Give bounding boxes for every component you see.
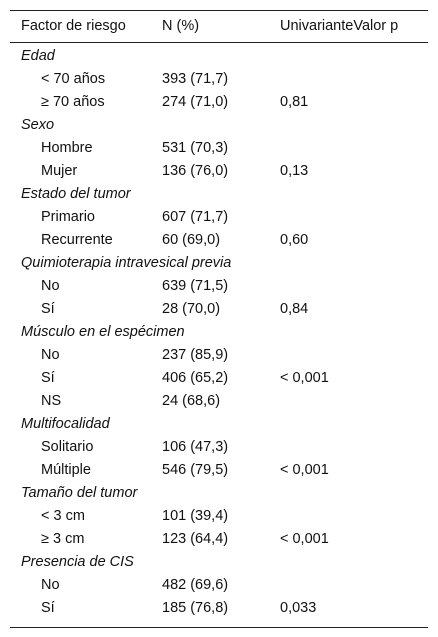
group-row [10, 252, 428, 275]
table-row [10, 505, 428, 528]
factor-cell: Múltiple [41, 462, 91, 478]
table-row [10, 459, 428, 482]
n-percent-cell: 393 (71,7) [162, 71, 229, 87]
group-row [10, 482, 428, 505]
p-value-cell: 0,60 [280, 232, 309, 248]
group-label: Sexo [21, 117, 55, 133]
p-value-cell: 0,84 [280, 301, 309, 317]
table-body [10, 45, 428, 620]
n-percent-cell: 24 (68,6) [162, 393, 221, 409]
group-row [10, 183, 428, 206]
n-percent-cell: 28 (70,0) [162, 301, 221, 317]
p-value-cell: 0,033 [280, 600, 317, 616]
n-percent-cell: 237 (85,9) [162, 347, 229, 363]
group-label: Presencia de CIS [21, 554, 134, 570]
table-row [10, 390, 428, 413]
p-value-cell: 0,13 [280, 163, 309, 179]
table-row [10, 528, 428, 551]
n-percent-cell: 546 (79,5) [162, 462, 229, 478]
group-label: Músculo en el espécimen [21, 324, 185, 340]
factor-cell: Mujer [41, 163, 78, 179]
table-row [10, 597, 428, 620]
n-percent-cell: 639 (71,5) [162, 278, 229, 294]
factor-cell: No [41, 577, 60, 593]
table-row [10, 298, 428, 321]
n-percent-cell: 136 (76,0) [162, 163, 229, 179]
factor-cell: No [41, 347, 60, 363]
group-row [10, 551, 428, 574]
table-row [10, 367, 428, 390]
factor-cell: Recurrente [41, 232, 113, 248]
factor-cell: ≥ 3 cm [41, 531, 85, 547]
table-row [10, 229, 428, 252]
factor-cell: NS [41, 393, 62, 409]
n-percent-cell: 185 (76,8) [162, 600, 229, 616]
factor-cell: < 70 años [41, 71, 106, 87]
n-percent-cell: 60 (69,0) [162, 232, 221, 248]
n-percent-cell: 274 (71,0) [162, 94, 229, 110]
table-row [10, 436, 428, 459]
group-label: Edad [21, 48, 55, 64]
n-percent-cell: 123 (64,4) [162, 531, 229, 547]
p-value-cell: < 0,001 [280, 462, 329, 478]
group-label: Tamaño del tumor [21, 485, 138, 501]
factor-cell: Sí [41, 370, 55, 386]
table-header [10, 11, 428, 43]
table-row [10, 68, 428, 91]
table-row [10, 574, 428, 597]
factor-cell: Solitario [41, 439, 94, 455]
factor-cell: Primario [41, 209, 95, 225]
header-factor: Factor de riesgo [21, 18, 126, 34]
group-row [10, 114, 428, 137]
n-percent-cell: 482 (69,6) [162, 577, 229, 593]
factor-cell: Hombre [41, 140, 93, 156]
table-row [10, 206, 428, 229]
n-percent-cell: 106 (47,3) [162, 439, 229, 455]
factor-cell: Sí [41, 301, 55, 317]
header-n-percent: N (%) [162, 18, 200, 34]
p-value-cell: < 0,001 [280, 370, 329, 386]
group-label: Multifocalidad [21, 416, 110, 432]
n-percent-cell: 531 (70,3) [162, 140, 229, 156]
n-percent-cell: 101 (39,4) [162, 508, 229, 524]
table-row [10, 137, 428, 160]
n-percent-cell: 607 (71,7) [162, 209, 229, 225]
p-value-cell: 0,81 [280, 94, 309, 110]
group-label: Estado del tumor [21, 186, 131, 202]
table-row [10, 91, 428, 114]
header-p-value: UnivarianteValor p [280, 18, 399, 34]
table-row [10, 160, 428, 183]
table-row [10, 344, 428, 367]
risk-factor-table [10, 10, 428, 628]
group-row [10, 45, 428, 68]
p-value-cell: < 0,001 [280, 531, 329, 547]
table-row [10, 275, 428, 298]
group-row [10, 413, 428, 436]
factor-cell: Sí [41, 600, 55, 616]
factor-cell: < 3 cm [41, 508, 85, 524]
factor-cell: No [41, 278, 60, 294]
group-row [10, 321, 428, 344]
factor-cell: ≥ 70 años [41, 94, 105, 110]
n-percent-cell: 406 (65,2) [162, 370, 229, 386]
group-label: Quimioterapia intravesical previa [21, 255, 232, 271]
